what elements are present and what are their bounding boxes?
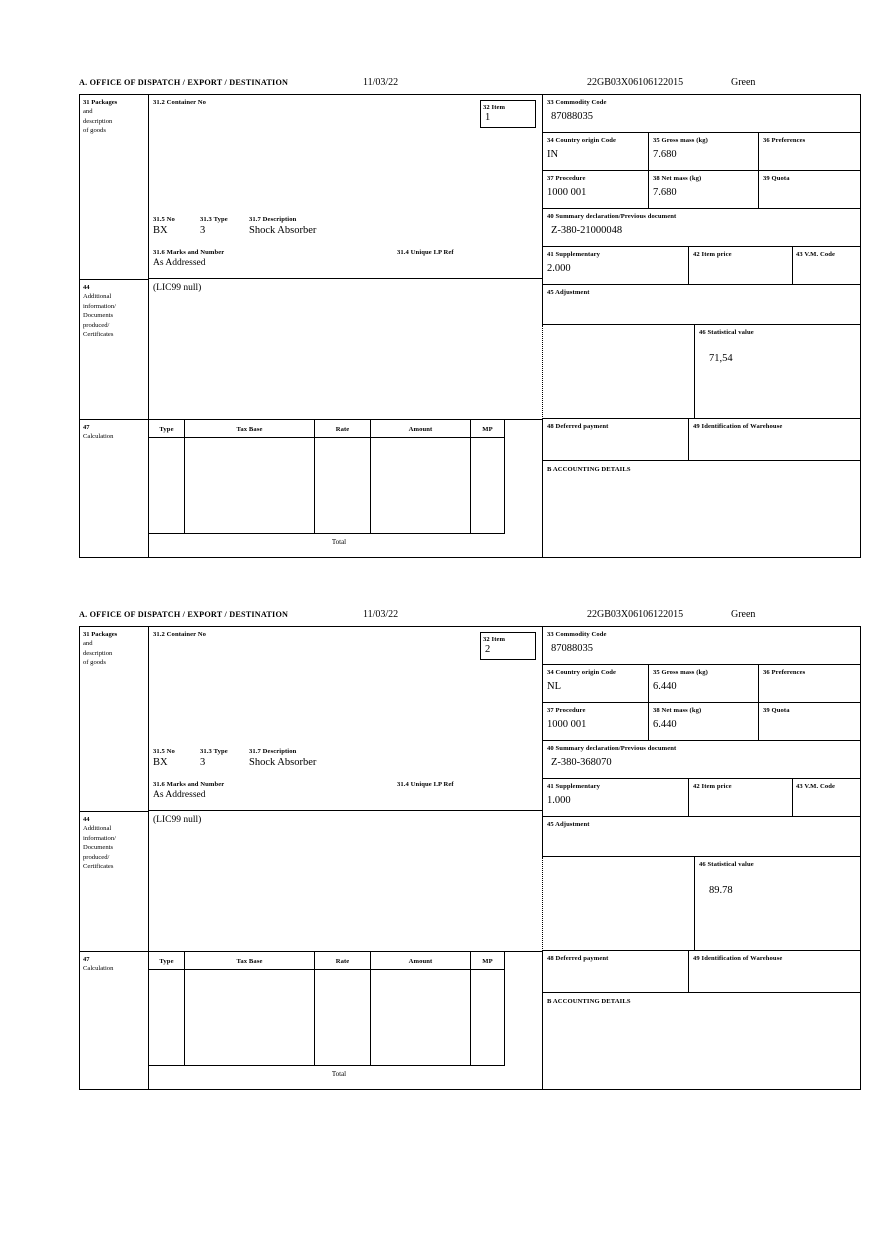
field-40-previous-document [542, 209, 860, 247]
field-41-label: 41 Supplementary [547, 251, 601, 258]
field-31-3-label: 31.3 Type [200, 216, 228, 223]
calc-header-tax-base: Tax Base [185, 420, 315, 438]
field-40-label: 40 Summary declaration/Previous document [547, 745, 677, 752]
office-of-dispatch-label: A. OFFICE OF DISPATCH / EXPORT / DESTINATION [79, 78, 289, 87]
field-40-value: Z-380-368070 [551, 757, 612, 768]
calc-header-mp: MP [471, 420, 505, 438]
field-44-value: (LIC99 null) [153, 815, 202, 825]
form-header [79, 78, 861, 94]
field-33-value: 87088035 [551, 111, 593, 122]
field-b-label: B ACCOUNTING DETAILS [547, 998, 631, 1005]
calc-total-value [399, 1066, 505, 1086]
field-41-supplementary [542, 779, 688, 817]
field-b-label: B ACCOUNTING DETAILS [547, 466, 631, 473]
field-32-item-number: 1 [485, 112, 491, 123]
calc-col-amount [371, 438, 471, 534]
field-46-value: 89.78 [709, 885, 733, 896]
calc-col-type [149, 970, 185, 1066]
field-33-commodity-code [542, 95, 860, 133]
calc-col-mp [471, 970, 505, 1066]
field-37-procedure [542, 171, 648, 209]
field-40-previous-document [542, 741, 860, 779]
field-b-accounting-details [542, 993, 860, 1089]
field-31-5-label: 31.5 No [153, 748, 175, 755]
field-31-3-label: 31.3 Type [200, 748, 228, 755]
field-34-country-origin [542, 133, 648, 171]
calc-header-type: Type [149, 952, 185, 970]
calc-header-rate: Rate [315, 952, 371, 970]
field-31-5-package-no: BX [153, 225, 168, 236]
field-44-additional-information [148, 811, 542, 951]
field-37-label: 37 Procedure [547, 175, 586, 182]
field-43-label: 43 V.M. Code [796, 251, 836, 258]
field-35-value: 7.680 [653, 149, 677, 160]
routing-lane: Green [731, 609, 756, 620]
form-header [79, 610, 861, 626]
field-31-label: 31 Packages and description of goods [83, 99, 118, 135]
declaration-date: 11/03/22 [363, 77, 399, 88]
declaration-date: 11/03/22 [363, 609, 399, 620]
field-36-preferences [758, 665, 860, 703]
field-40-label: 40 Summary declaration/Previous document [547, 213, 677, 220]
field-49-label: 49 Identification of Warehouse [693, 955, 783, 962]
field-42-item-price [688, 779, 792, 817]
field-38-label: 38 Net mass (kg) [653, 175, 702, 182]
field-43-vm-code [792, 779, 860, 817]
field-49-label: 49 Identification of Warehouse [693, 423, 783, 430]
field-45-adjustment [542, 285, 860, 325]
field-41-value: 2.000 [547, 263, 571, 274]
movement-reference-number: 22GB03X06106122015 [587, 77, 684, 88]
field-34-label: 34 Country origin Code [547, 669, 617, 676]
field-31-4-label: 31.4 Unique I.P Ref [397, 781, 454, 788]
field-47-calculation-table [148, 951, 542, 1089]
calc-col-rate [315, 970, 371, 1066]
field-39-label: 39 Quota [763, 707, 790, 714]
field-41-supplementary [542, 247, 688, 285]
field-37-value: 1000 001 [547, 187, 587, 198]
field-38-value: 6.440 [653, 719, 677, 730]
field-39-quota [758, 171, 860, 209]
field-44-label: 44 Additional information/ Documents produced/ Certificates [80, 279, 148, 419]
field-47-calculation-table [148, 419, 542, 557]
field-44-value: (LIC99 null) [153, 283, 202, 293]
field-41-value: 1.000 [547, 795, 571, 806]
field-49-warehouse [688, 951, 860, 993]
field-36-label: 36 Preferences [763, 669, 806, 676]
calc-col-tax-base [185, 438, 315, 534]
field-44-label: 44 Additional information/ Documents produced/ Certificates [80, 811, 148, 951]
field-32-item-number: 2 [485, 644, 491, 655]
field-31-6-label: 31.6 Marks and Number [153, 781, 225, 788]
field-41-label: 41 Supplementary [547, 783, 601, 790]
movement-reference-number: 22GB03X06106122015 [587, 609, 684, 620]
field-34-value: IN [547, 149, 559, 160]
field-46-statistical-value [694, 325, 860, 419]
field-46-statistical-value [694, 857, 860, 951]
field-31-7-label: 31.7 Description [249, 216, 297, 223]
calc-col-rate [315, 438, 371, 534]
field-31-7-label: 31.7 Description [249, 748, 297, 755]
field-31-3-package-type: 3 [200, 225, 206, 236]
calc-header-tax-base: Tax Base [185, 952, 315, 970]
field-31-5-label: 31.5 No [153, 216, 175, 223]
field-46-empty-left [542, 857, 694, 951]
field-47-label: 47 Calculation [80, 419, 148, 557]
field-42-label: 42 Item price [693, 251, 732, 258]
field-47-label: 47 Calculation [80, 951, 148, 1089]
calc-header-type: Type [149, 420, 185, 438]
field-32-label: 32 Item [483, 104, 506, 111]
calc-header-mp: MP [471, 952, 505, 970]
field-43-vm-code [792, 247, 860, 285]
field-33-label: 33 Commodity Code [547, 631, 607, 638]
field-37-label: 37 Procedure [547, 707, 586, 714]
field-31-6-label: 31.6 Marks and Number [153, 249, 225, 256]
field-31-6-marks-and-number: As Addressed [153, 258, 206, 268]
field-42-label: 42 Item price [693, 783, 732, 790]
calc-header-amount: Amount [371, 952, 471, 970]
field-31-label: 31 Packages and description of goods [83, 631, 118, 667]
field-31-5-package-no: BX [153, 757, 168, 768]
field-35-label: 35 Gross mass (kg) [653, 669, 708, 676]
field-31-2-label: 31.2 Container No [153, 99, 207, 106]
field-48-deferred-payment [542, 419, 688, 461]
field-45-adjustment [542, 817, 860, 857]
calc-col-type [149, 438, 185, 534]
field-32-item-box [480, 100, 536, 128]
field-46-value: 71,54 [709, 353, 733, 364]
field-32-item-box [480, 632, 536, 660]
field-33-label: 33 Commodity Code [547, 99, 607, 106]
field-38-net-mass [648, 703, 758, 741]
field-39-quota [758, 703, 860, 741]
field-46-empty-left [542, 325, 694, 419]
field-45-label: 45 Adjustment [547, 289, 590, 296]
field-31-4-label: 31.4 Unique I.P Ref [397, 249, 454, 256]
calc-header-rate: Rate [315, 420, 371, 438]
field-31-6-marks-and-number: As Addressed [153, 790, 206, 800]
field-35-value: 6.440 [653, 681, 677, 692]
field-35-gross-mass [648, 133, 758, 171]
field-31-7-goods-description: Shock Absorber [249, 757, 317, 768]
calc-total-value [399, 534, 505, 554]
field-49-warehouse [688, 419, 860, 461]
field-43-label: 43 V.M. Code [796, 783, 836, 790]
calc-col-tax-base [185, 970, 315, 1066]
office-of-dispatch-label: A. OFFICE OF DISPATCH / EXPORT / DESTINATION [79, 610, 289, 619]
field-36-label: 36 Preferences [763, 137, 806, 144]
routing-lane: Green [731, 77, 756, 88]
declaration-form-item-1 [79, 78, 861, 558]
field-45-label: 45 Adjustment [547, 821, 590, 828]
calc-total-label: Total [331, 1070, 347, 1078]
calc-col-mp [471, 438, 505, 534]
field-35-label: 35 Gross mass (kg) [653, 137, 708, 144]
calc-total-label: Total [331, 538, 347, 546]
field-38-value: 7.680 [653, 187, 677, 198]
field-34-value: NL [547, 681, 561, 692]
field-31-2-label: 31.2 Container No [153, 631, 207, 638]
field-b-accounting-details [542, 461, 860, 557]
declaration-form-item-2 [79, 610, 861, 1090]
field-36-preferences [758, 133, 860, 171]
field-38-net-mass [648, 171, 758, 209]
field-32-label: 32 Item [483, 636, 506, 643]
field-35-gross-mass [648, 665, 758, 703]
field-31-7-goods-description: Shock Absorber [249, 225, 317, 236]
field-38-label: 38 Net mass (kg) [653, 707, 702, 714]
field-40-value: Z-380-21000048 [551, 225, 623, 236]
calc-col-amount [371, 970, 471, 1066]
field-48-label: 48 Deferred payment [547, 955, 609, 962]
calc-header-amount: Amount [371, 420, 471, 438]
field-37-value: 1000 001 [547, 719, 587, 730]
declaration-box [79, 94, 861, 558]
declaration-box [79, 626, 861, 1090]
field-34-country-origin [542, 665, 648, 703]
field-37-procedure [542, 703, 648, 741]
field-48-deferred-payment [542, 951, 688, 993]
field-33-value: 87088035 [551, 643, 593, 654]
field-34-label: 34 Country origin Code [547, 137, 617, 144]
field-31-3-package-type: 3 [200, 757, 206, 768]
field-44-additional-information [148, 279, 542, 419]
field-46-label: 46 Statistical value [699, 861, 754, 868]
field-48-label: 48 Deferred payment [547, 423, 609, 430]
field-33-commodity-code [542, 627, 860, 665]
field-42-item-price [688, 247, 792, 285]
field-39-label: 39 Quota [763, 175, 790, 182]
field-46-label: 46 Statistical value [699, 329, 754, 336]
